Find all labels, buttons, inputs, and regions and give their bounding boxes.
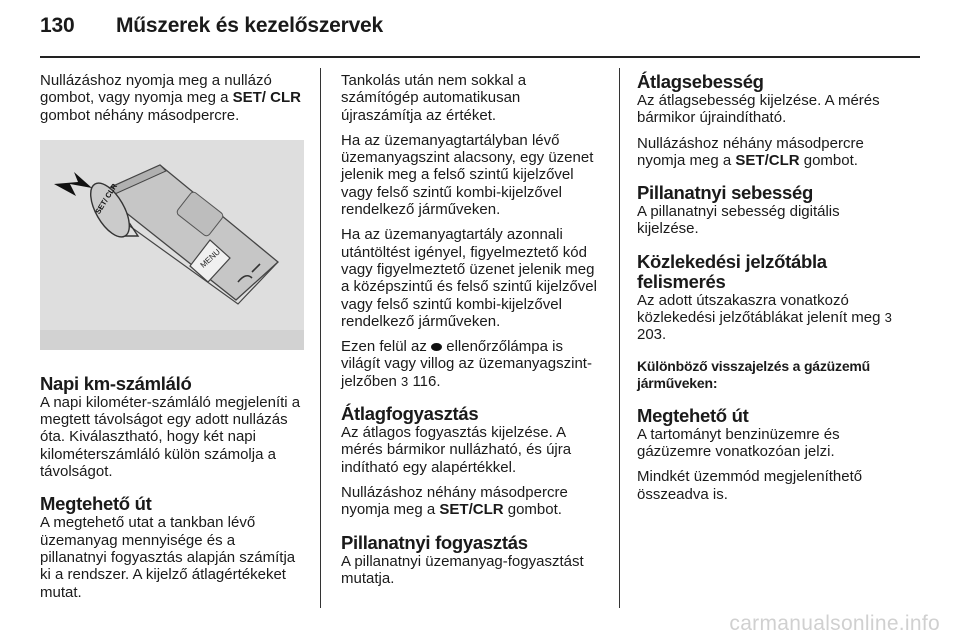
intro-paragraph: Nullázáshoz nyomja meg a nullázó gombot, vagy nyomja meg a SET/ CLR gombot néhány másodpercre.	[40, 72, 301, 124]
paragraph: A pillanatnyi üzemanyag-fogyasztást mutatja.	[341, 552, 584, 587]
paragraph: Ha az üzemanyagtartályban lévő üzemanyagszint alacsony, egy üzenet jelenik meg a felső szintű kijelzővel vagy felső szintű kombi-kijelzővel rendelkező járműveken.	[341, 131, 594, 219]
page-ref-arrow-icon: 3	[401, 373, 409, 389]
paragraph: Ezen felül az ellenőrzőlámpa is világít vagy villog az üzemanyagszint-jelzőben 3 116.	[341, 338, 592, 390]
section-title-pillanatnyi-fogyasztas: Pillanatnyi fogyasztás	[341, 531, 528, 553]
page-header	[40, 14, 383, 38]
paragraph: Nullázáshoz néhány másodpercre nyomja meg a SET/CLR gombot.	[341, 483, 568, 519]
section-title-atlagfogyasztas: Átlagfogyasztás	[341, 403, 479, 425]
section-title-megteheto-ut: Megtehető út	[637, 404, 749, 426]
paragraph: A napi kilométer-számláló megjeleníti a megtett távolságot egy adott nullázás óta. Kiválasztható, hogy két napi kilométerszámláló külön számolja a távolságot.	[40, 393, 301, 481]
page-number: 130	[40, 14, 75, 37]
paragraph: Tankolás után nem sokkal a számítógép automatikusan újraszámítja az értéket.	[341, 72, 527, 124]
section-title-gazuzem: Különböző visszajelzés a gázüzemű járműveken:	[637, 357, 871, 391]
column-3	[637, 72, 901, 511]
paragraph: Az átlagos fogyasztás kijelzése. A mérés bármikor nullázható, és újra indítható egy alapértékkel.	[341, 424, 572, 476]
paragraph: A pillanatnyi sebesség digitális kijelzése.	[637, 203, 840, 238]
paragraph: Az adott útszakaszra vonatkozó közlekedési jelzőtáblákat jelenít meg 3 203.	[637, 291, 892, 344]
section-title-megteheto-ut: Megtehető út	[40, 493, 152, 515]
paragraph: Az átlagsebesség kijelzése. A mérés bármikor újraindítható.	[637, 92, 880, 127]
section-title-pillanatnyi-sebesseg: Pillanatnyi sebesség	[637, 182, 814, 204]
paragraph: A megtehető utat a tankban lévő üzemanyag mennyisége és a pillanatnyi fogyasztás alapján számítja ki a rendszer. A kijelző átlagértékeket mutat.	[40, 514, 296, 601]
watermark: carmanualsonline.info	[729, 612, 940, 635]
page-title: Műszerek és kezelőszervek	[116, 14, 384, 37]
column-divider	[619, 68, 620, 608]
paragraph: A tartományt benzinüzemre és gázüzemre vonatkozóan jelzi.	[637, 425, 840, 460]
column-divider	[320, 68, 321, 608]
column-1	[40, 72, 304, 609]
page-ref-arrow-icon: 3	[884, 310, 892, 326]
paragraph: Ha az üzemanyagtartály azonnali utántöltést igényel, figyelmeztető kód vagy figyelmeztető üzenet jelenik meg a középszintű és felső szintű kijelzővel vagy felső szintű kombi-kijelzővel rendelkező járműveken.	[341, 226, 597, 330]
figure-menu-label: MENU	[198, 247, 223, 270]
section-title-atlagsebesseg: Átlagsebesség	[637, 71, 764, 92]
section-title-napi-km: Napi km-számláló	[40, 372, 192, 394]
paragraph: Nullázáshoz néhány másodpercre nyomja meg a SET/CLR gombot.	[637, 134, 864, 169]
column-2	[341, 72, 605, 595]
fuel-warning-lamp-icon	[431, 343, 442, 351]
paragraph: Mindkét üzemmód megjeleníthető összeadva is.	[637, 468, 863, 503]
section-title-jelzotabla: Közlekedési jelzőtábla felismerés	[637, 250, 827, 292]
header-rule	[40, 56, 920, 58]
stalk-illustration	[40, 140, 304, 350]
figure-set-clr-label: SET/ CLR	[93, 181, 120, 216]
